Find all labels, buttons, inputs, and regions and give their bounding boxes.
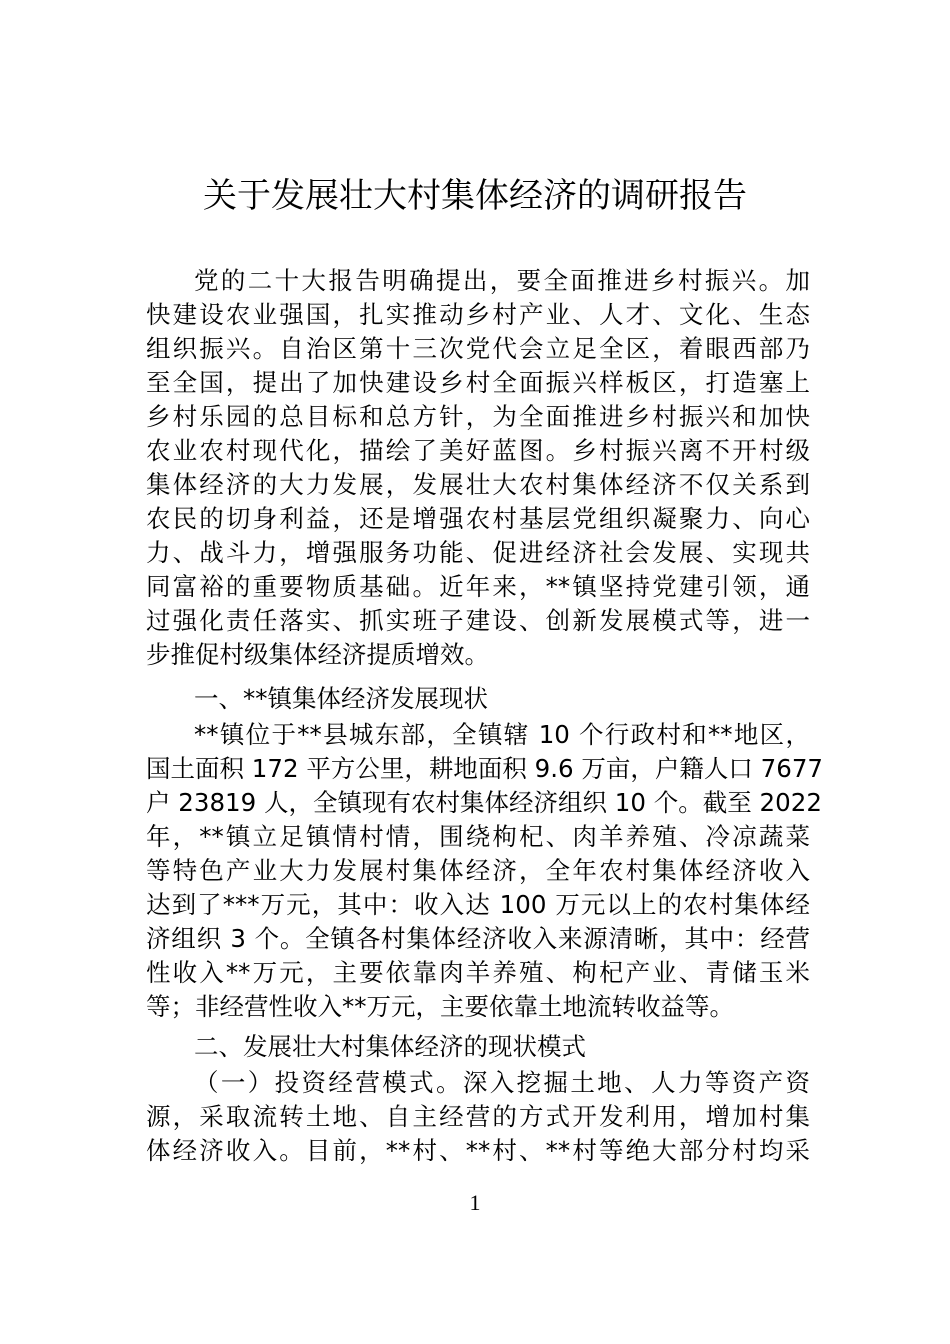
section-heading: 一、**镇集体经济发展现状 xyxy=(194,684,488,713)
paragraph-line: 乡村乐园的总目标和总方针，为全面推进乡村振兴和加快 xyxy=(146,402,810,431)
paragraph-line: 组织振兴。自治区第十三次党代会立足全区，着眼西部乃 xyxy=(146,334,810,363)
document-title: 关于发展壮大村集体经济的调研报告 xyxy=(203,176,747,216)
paragraph-line: 过强化责任落实、抓实班子建设、创新发展模式等，进一 xyxy=(146,606,810,635)
paragraph-line: 达到了***万元，其中：收入达 100 万元以上的农村集体经 xyxy=(146,890,810,919)
paragraph-line: 国土面积 172 平方公里，耕地面积 9.6 万亩，户籍人口 7677 xyxy=(146,754,824,783)
section-heading: 二、发展壮大村集体经济的现状模式 xyxy=(194,1032,586,1061)
paragraph-line: 同富裕的重要物质基础。近年来，**镇坚持党建引领，通 xyxy=(146,572,810,601)
paragraph-line: 等特色产业大力发展村集体经济，全年农村集体经济收入 xyxy=(146,856,810,885)
paragraph-line: 力、战斗力，增强服务功能、促进经济社会发展、实现共 xyxy=(146,538,810,567)
paragraph-line: 农业农村现代化，描绘了美好蓝图。乡村振兴离不开村级 xyxy=(146,436,810,465)
paragraph-line: 体经济收入。目前，**村、**村、**村等绝大部分村均采 xyxy=(146,1136,810,1165)
paragraph-line: 集体经济的大力发展，发展壮大农村集体经济不仅关系到 xyxy=(146,470,810,499)
paragraph-line: 等；非经营性收入**万元，主要依靠土地流转收益等。 xyxy=(146,992,734,1021)
paragraph-line: 户 23819 人，全镇现有农村集体经济组织 10 个。截至 2022 xyxy=(146,788,822,817)
paragraph-line: 源，采取流转土地、自主经营的方式开发利用，增加村集 xyxy=(146,1102,810,1131)
paragraph-line: 步推促村级集体经济提质增效。 xyxy=(146,640,489,669)
paragraph-line: 农民的切身利益，还是增强农村基层党组织凝聚力、向心 xyxy=(146,504,810,533)
page-number: 1 xyxy=(469,1190,481,1215)
paragraph-line: 党的二十大报告明确提出，要全面推进乡村振兴。加 xyxy=(194,266,810,295)
paragraph-line: **镇位于**县城东部，全镇辖 10 个行政村和**地区， xyxy=(194,720,810,749)
paragraph-line: 性收入**万元，主要依靠肉羊养殖、枸杞产业、青储玉米 xyxy=(146,958,810,987)
paragraph-line: 年，**镇立足镇情村情，围绕枸杞、肉羊养殖、冷凉蔬菜 xyxy=(146,822,810,851)
paragraph-line: 至全国，提出了加快建设乡村全面振兴样板区，打造塞上 xyxy=(146,368,810,397)
paragraph-line: 快建设农业强国，扎实推动乡村产业、人才、文化、生态 xyxy=(146,300,810,329)
paragraph-line: （一）投资经营模式。深入挖掘土地、人力等资产资 xyxy=(194,1068,810,1097)
paragraph-line: 济组织 3 个。全镇各村集体经济收入来源清晰，其中：经营 xyxy=(146,924,810,953)
